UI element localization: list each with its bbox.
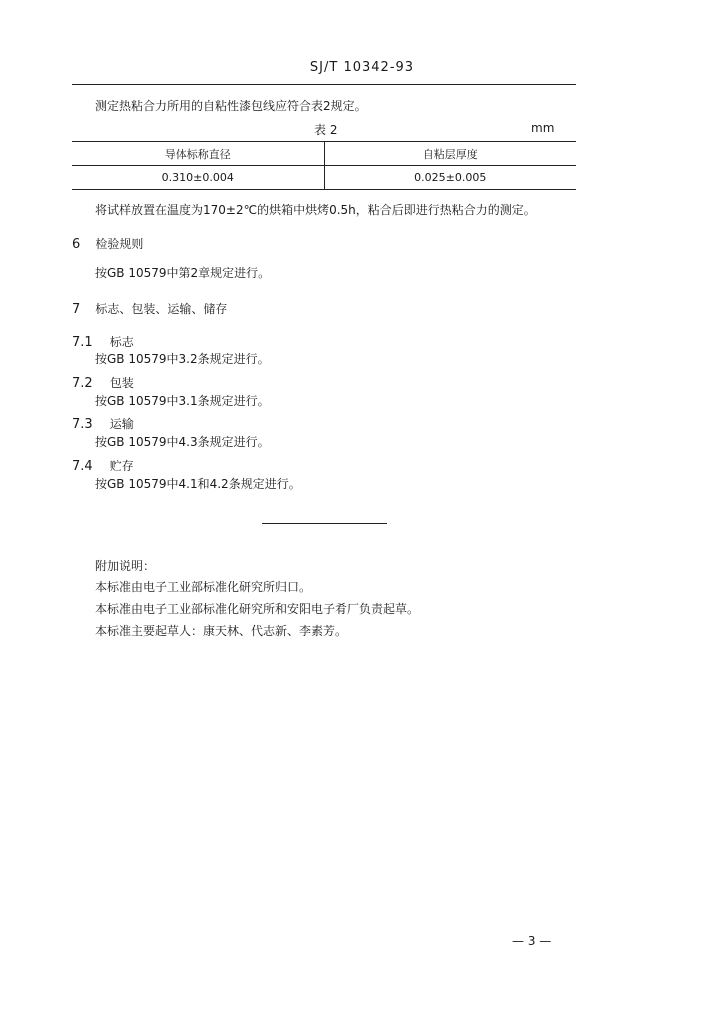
subsection-number: 7.4: [72, 459, 93, 474]
notes-line: 本标准由电子工业部标准化研究所和安阳电子肴厂负责起草。: [95, 602, 420, 616]
notes-heading: 附加说明：: [95, 559, 156, 573]
section-title: 检验规则: [95, 237, 144, 251]
page-number: — 3 —: [512, 934, 552, 948]
subsection-7-1-heading: [72, 331, 134, 350]
section-title: 标志、包装、运输、储存: [95, 302, 228, 316]
cell-diameter: 0.310±0.004: [161, 171, 234, 184]
table-row: [72, 166, 576, 190]
notes-line: 本标准主要起草人：康天林、代志新、李素芳。: [95, 624, 348, 638]
subsection-7-4-heading: [72, 455, 134, 474]
section-6-body: 按GB 10579中第2章规定进行。: [95, 266, 271, 280]
column-header-thickness: 自粘层厚度: [324, 142, 576, 166]
subsection-7-2-heading: [72, 372, 134, 391]
section-number: 7: [72, 302, 81, 317]
spec-table: [72, 141, 576, 190]
intro-text: 测定热粘合力所用的自粘性漆包线应符合表2规定。: [95, 99, 367, 113]
subsection-number: 7.2: [72, 376, 93, 391]
end-divider: [262, 523, 387, 524]
subsection-7-2-body: 按GB 10579中3.1条规定进行。: [95, 394, 270, 408]
standard-code: SJ/T 10342-93: [309, 60, 415, 75]
subsection-title: 运输: [109, 417, 134, 431]
table-unit: mm: [531, 121, 555, 135]
subsection-7-1-body: 按GB 10579中3.2条规定进行。: [95, 352, 270, 366]
table-header-row: [72, 142, 576, 166]
subsection-7-3-body: 按GB 10579中4.3条规定进行。: [95, 435, 270, 449]
section-7-heading: [72, 298, 227, 317]
subsection-7-3-heading: [72, 413, 134, 432]
subsection-title: 标志: [109, 335, 134, 349]
cell-thickness: 0.025±0.005: [324, 166, 576, 190]
section-6-heading: [72, 233, 143, 252]
subsection-number: 7.3: [72, 417, 93, 432]
header-rule: [72, 84, 576, 85]
subsection-title: 包装: [109, 376, 134, 390]
column-header-diameter: 导体标称直径: [164, 147, 231, 161]
section-number: 6: [72, 237, 81, 252]
notes-line: 本标准由电子工业部标准化研究所归口。: [95, 580, 312, 594]
subsection-7-4-body: 按GB 10579中4.1和4.2条规定进行。: [95, 477, 301, 491]
after-table-text: 将试样放置在温度为170±2℃的烘箱中烘烤0.5h，粘合后即进行热粘合力的测定。: [95, 203, 536, 217]
subsection-title: 贮存: [109, 459, 134, 473]
subsection-number: 7.1: [72, 335, 93, 350]
table-caption: 表 2: [314, 123, 338, 137]
